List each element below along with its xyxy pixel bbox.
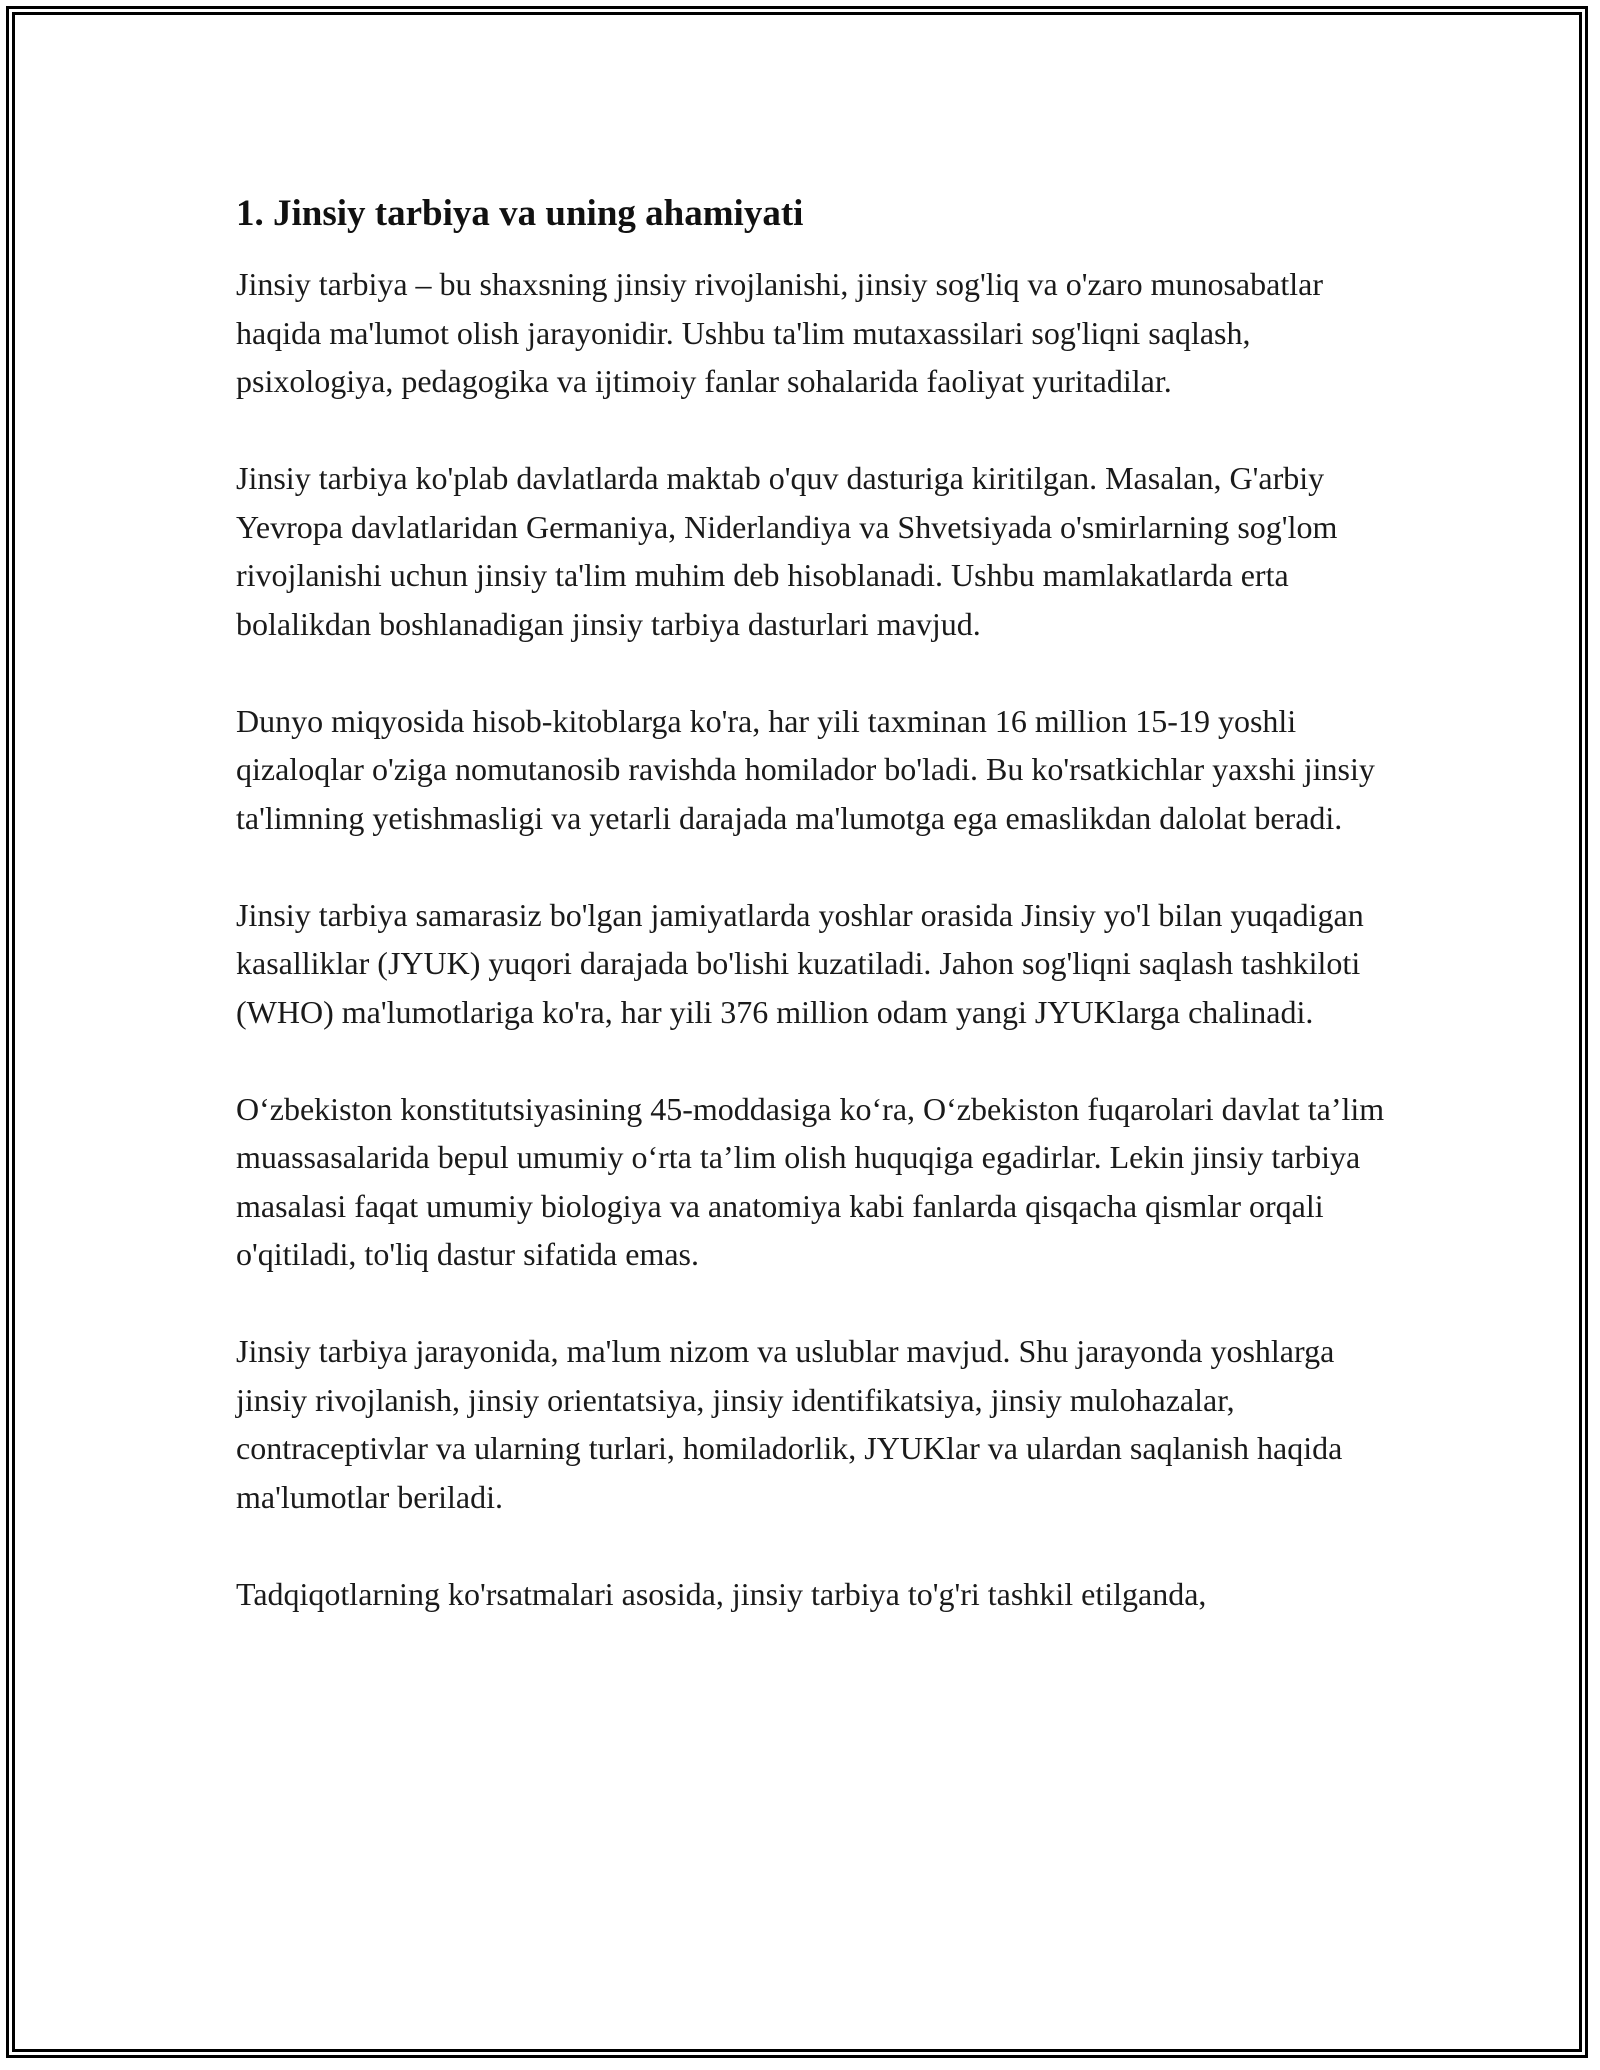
paragraph-6: Jinsiy tarbiya jarayonida, ma'lum nizom va uslublar mavjud. Shu jarayonda yoshlarga jinsiy rivojlanish, jinsiy orientatsiya, jinsiy identifikatsiya, jinsiy mulohazalar, contraceptivlar va ularning turlari, homiladorlik, JYUKlar va ulardan saqlanish haqida ma'lumotlar beriladi. <box>236 1333 1343 1515</box>
paragraph-4: Jinsiy tarbiya samarasiz bo'lgan jamiyatlarda yoshlar orasida Jinsiy yo'l bilan yuqadigan kasalliklar (JYUK) yuqori darajada bo'lishi kuzatiladi. Jahon sog'liqni saqlash tashkiloti (WHO) ma'lumotlariga ko'ra, har yili 376 million odam yangi JYUKlarga chalinadi. <box>236 896 1364 1030</box>
document-body <box>236 192 1386 1667</box>
paragraph-7: Tadqiqotlarning ko'rsatmalari asosida, jinsiy tarbiya to'g'ri tashkil etilganda, <box>236 1575 1207 1612</box>
paragraph-1: Jinsiy tarbiya – bu shaxsning jinsiy rivojlanishi, jinsiy sog'liq va o'zaro munosabatlar haqida ma'lumot olish jarayonidir. Ushbu ta'lim mutaxassilari sog'liqni saqlash, psixologiya, pedagogika va ijtimoiy fanlar sohalarida faoliyat yuritadilar. <box>236 266 1323 399</box>
paragraph-3: Dunyo miqyosida hisob-kitoblarga ko'ra, har yili taxminan 16 million 15-19 yoshli qizaloqlar o'ziga nomutanosib ravishda homilador bo'ladi. Bu ko'rsatkichlar yaxshi jinsiy ta'limning yetishmasligi va yetarli darajada ma'lumotga ega emaslikdan dalolat beradi. <box>236 702 1375 836</box>
section-heading: 1. Jinsiy tarbiya va uning ahamiyati <box>236 193 804 234</box>
paragraph-5: O‘zbekiston konstitutsiyasining 45-moddasiga ko‘ra, O‘zbekiston fuqarolari davlat ta’lim muassasalarida bepul umumiy o‘rta ta’lim olish huquqiga egadirlar. Lekin jinsiy tarbiya masalasi faqat umumiy biologiya va anatomiya kabi fanlarda qisqacha qismlar orqali o'qitiladi, to'liq dastur sifatida emas. <box>236 1090 1385 1272</box>
paragraph-2: Jinsiy tarbiya ko'plab davlatlarda maktab o'quv dasturiga kiritilgan. Masalan, G'arbiy Yevropa davlatlaridan Germaniya, Niderlandiya va Shvetsiyada o'smirlarning sog'lom rivojlanishi uchun jinsiy ta'lim muhim deb hisoblanadi. Ushbu mamlakatlarda erta bolalikdan boshlanadigan jinsiy tarbiya dasturlari mavjud. <box>236 460 1338 642</box>
